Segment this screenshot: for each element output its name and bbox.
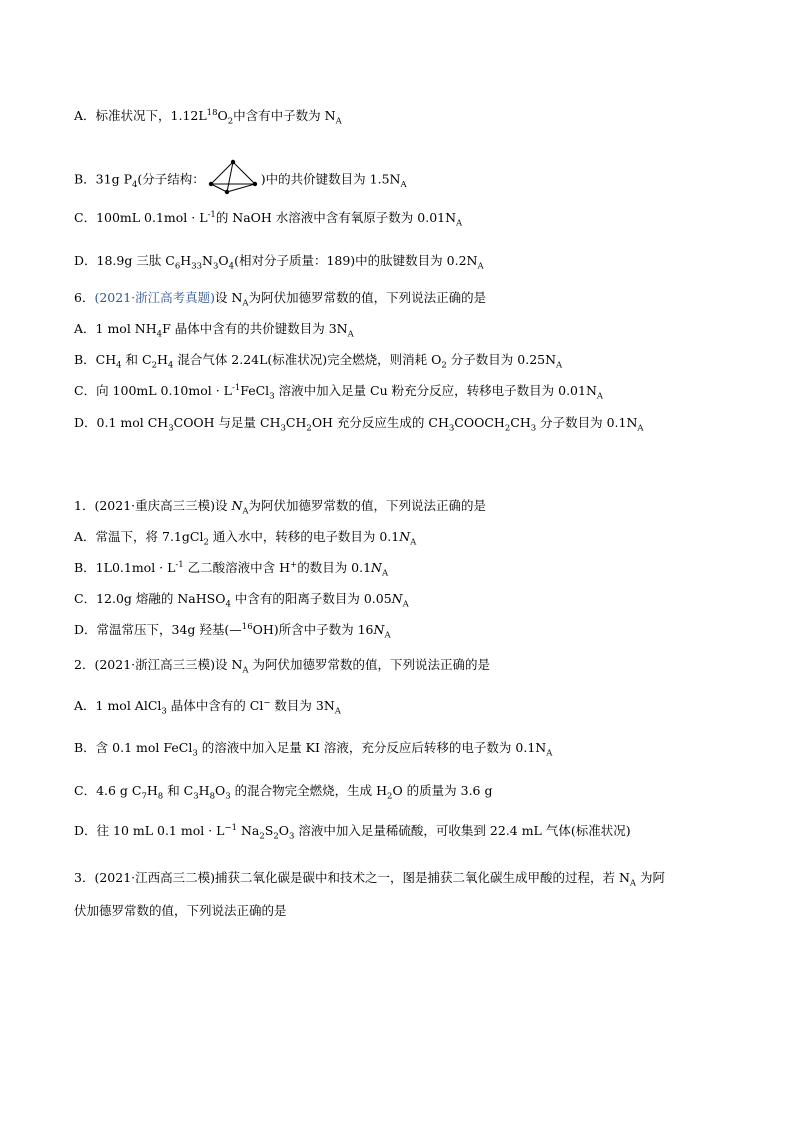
option-d: D．18.9g 三肽 $C_6H_{33}N_3O_4$(相对分子质量：189)中的肽键数目为 $0.2N_A$ xyxy=(74,253,484,272)
question-2-stem: 2．(2021·浙江高三三模)设 $N_A$ 为阿伏加德罗常数的值，下列说法正确的是 xyxy=(74,657,491,676)
q1-option-c: C．12.0g 熔融的 NaHSO$_4$ 中含有的阳离子数目为 $0.05N_A$ xyxy=(74,591,409,610)
q2-option-b: B．含 0.1 mol FeCl$_3$ 的溶液中加入足量 KI 溶液，充分反应后转移的电子数为 $0.1N_A$ xyxy=(74,740,553,759)
question-3-stem-line1: 3．(2021·江西高三二模)捕获二氧化碳是碳中和技术之一，图是捕获二氧化碳生成甲酸的过程，若 $N_A$ 为阿 xyxy=(74,870,666,889)
option-a: A．标准状况下，$1.12L^{18}O_2$中含有中子数为 $N_A$ xyxy=(74,107,342,127)
p4-molecule-diagram xyxy=(207,158,259,202)
option-c: C．100mL $0.1mol \cdot L^{-1}$的 NaOH 水溶液中含有氧原子数为 $0.01N_A$ xyxy=(74,209,463,229)
q6-option-d: D．0.1 mol $CH_3COOH$ 与足量 $CH_3CH_2OH$ 充分反应生成的 $CH_3COOCH_2CH_3$ 分子数目为 $0.1N_A$ xyxy=(74,415,644,434)
q1-option-a: A．常温下，将 7.1gCl$_2$ 通入水中，转移的电子数目为 $0.1N_A$ xyxy=(74,529,417,548)
question-3-stem-line2: 伏加德罗常数的值，下列说法正确的是 xyxy=(74,903,287,918)
q1-option-d: D．常温常压下，34g 羟基(—$^{16}$OH)所含中子数为 $16N_A$ xyxy=(74,621,391,641)
option-b: B．31g $P_4$(分子结构： )中的共价键数目为 $1.5N_A$ xyxy=(74,158,407,202)
q6-option-a: A．1 mol $NH_4F$ 晶体中含有的共价键数目为 $3N_A$ xyxy=(74,321,354,340)
q6-option-c: C．向 100mL $0.10mol \cdot L^{-1}FeCl_3$ 溶液中加入足量 Cu 粉充分反应，转移电子数目为 $0.01N_A$ xyxy=(74,382,604,402)
q6-option-b: B．$CH_4$ 和 $C_2H_4$ 混合气体 2.24L(标准状况)完全燃烧，则消耗 $O_2$ 分子数目为 $0.25N_A$ xyxy=(74,352,563,371)
q2-option-a: A．1 mol AlCl$_3$ 晶体中含有的 Cl− 数目为 $3N_A$ xyxy=(74,697,341,717)
q2-option-c: C．4.6 g $C_7H_8$ 和 $C_3H_8O_3$ 的混合物完全燃烧，生成 $H_2O$ 的质量为 3.6 g xyxy=(74,783,493,802)
question-6-stem: 6．(2021·浙江高考真题)设 $N_A$为阿伏加德罗常数的值，下列说法正确的是 xyxy=(74,290,487,309)
question-1-stem: 1．(2021·重庆高三三模)设 $N_A$为阿伏加德罗常数的值，下列说法正确的是 xyxy=(74,498,487,517)
question-source: (2021·浙江高考真题) xyxy=(94,290,215,305)
q2-option-d: D．往 10 mL 0.1 mol · $L^{-1}$ $Na_2S_2O_3$ 溶液中加入足量稀硫酸，可收集到 22.4 mL 气体(标准状况) xyxy=(74,822,631,842)
q1-option-b: B．$1L0.1mol \cdot L^{-1}$ 乙二酸溶液中含 H+的数目为 $0.1N_A$ xyxy=(74,559,389,579)
